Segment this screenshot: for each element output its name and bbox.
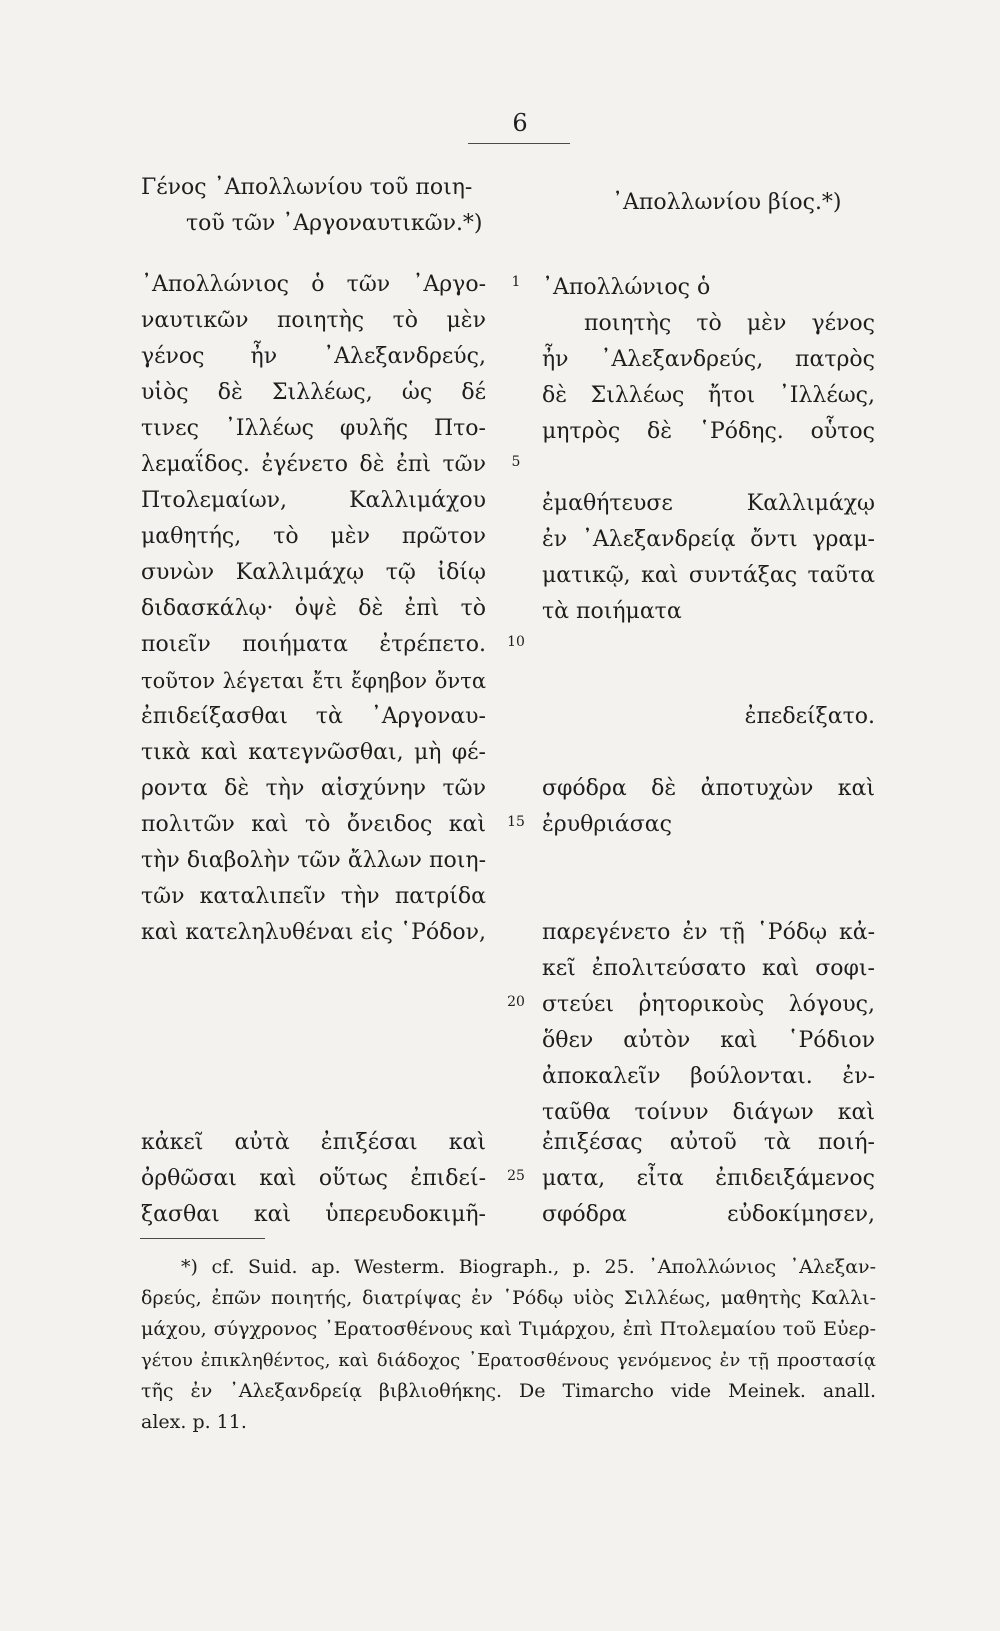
line-number: 10 [507, 634, 525, 650]
header-rule [468, 143, 570, 144]
line-number: 25 [507, 1168, 525, 1184]
right-line: κεῖ ἐπολιτεύσατο καὶ σοφι- [542, 956, 875, 981]
left-line: ξασθαι καὶ ὑπερευδοκιμῆ- [141, 1202, 486, 1227]
left-line: τικὰ καὶ κατεγνῶσθαι, μὴ φέ- [141, 740, 486, 765]
left-line: υἱὸς δὲ Σιλλέως, ὡς δέ [141, 380, 486, 405]
right-line: στεύει ῥητορικοὺς λόγους, [542, 992, 875, 1017]
footnote-line: γέτου ἐπικληθέντος, καὶ διάδοχος ᾿Ερατοσθένους γενόμενος ἐν τῇ προστασίᾳ [141, 1350, 876, 1371]
left-line: ναυτικῶν ποιητὴς τὸ μὲν [141, 308, 486, 333]
left-line: τῶν καταλιπεῖν τὴν πατρίδα [141, 884, 486, 909]
right-line: ἀποκαλεῖν βούλονται. ἐν- [542, 1064, 875, 1089]
footnote-line: alex. p. 11. [141, 1411, 247, 1433]
line-number: 20 [507, 994, 525, 1010]
right-line: ματικῷ, καὶ συντάξας ταῦτα [542, 563, 875, 588]
right-line: ματα, εἶτα ἐπιδειξάμενος [542, 1166, 875, 1191]
footnote [141, 1252, 876, 1438]
right-line: ᾿Απολλώνιος ὁ [542, 275, 711, 300]
line-number: 15 [507, 814, 525, 830]
right-line: ἐν ᾿Αλεξανδρείᾳ ὄντι γραμ- [542, 527, 875, 552]
left-line: μαθητής, τὸ μὲν πρῶτον [141, 524, 486, 549]
footnote-line: τῆς ἐν ᾿Αλεξανδρείᾳ βιβλιοθήκης. De Timarcho vide Meinek. anall. [141, 1380, 876, 1402]
left-line: γένος ἦν ᾿Αλεξανδρεύς, [141, 344, 486, 369]
right-line: τὰ ποιήματα [542, 599, 682, 624]
right-line: σφόδρα δὲ ἀποτυχὼν καὶ [542, 776, 875, 801]
left-line: ᾿Απολλώνιος ὁ τῶν ᾿Αργο- [141, 272, 486, 297]
right-line: ἐπιξέσας αὐτοῦ τὰ ποιή- [542, 1130, 875, 1155]
left-line: ὀρθῶσαι καὶ οὕτως ἐπιδεί- [141, 1166, 486, 1191]
left-line: τὴν διαβολὴν τῶν ἄλλων ποιη- [141, 848, 486, 873]
right-line: ποιητὴς τὸ μὲν γένος [584, 311, 875, 336]
right-line: σφόδρα εὐδοκίμησεν, [542, 1202, 875, 1227]
right-line: ἐρυθριάσας [542, 812, 672, 837]
right-line: ταῦθα τοίνυν διάγων καὶ [542, 1100, 875, 1125]
right-heading: ᾿Απολλωνίου βίος.*) [612, 190, 842, 215]
left-heading-line-1: Γένος ᾿Απολλωνίου τοῦ ποιη- [141, 175, 473, 200]
left-line: ἐπιδείξασθαι τὰ ᾿Αργοναυ- [141, 704, 486, 729]
footnote-line: μάχου, σύγχρονος ᾿Ερατοσθένους καὶ Τιμάρχου, ἐπὶ Πτολεμαίου τοῦ Εὐερ- [141, 1318, 876, 1340]
right-line: ἐπεδείξατο. [744, 704, 875, 729]
right-line: μητρὸς δὲ ῾Ρόδης. οὗτος [542, 419, 875, 444]
left-line: συνὼν Καλλιμάχῳ τῷ ἰδίῳ [141, 560, 486, 585]
footnote-line: *) cf. Suid. ap. Westerm. Biograph., p. 25. ᾿Απολλώνιος ᾿Αλεξαν- [181, 1256, 876, 1278]
line-number: 5 [511, 454, 521, 470]
left-line: ποιεῖν ποιήματα ἐτρέπετο. [141, 632, 486, 657]
right-line: ἦν ᾿Αλεξανδρεύς, πατρὸς [542, 347, 875, 372]
left-line: ροντα δὲ τὴν αἰσχύνην τῶν [141, 776, 486, 801]
footnote-line: δρεύς, ἐπῶν ποιητής, διατρίψας ἐν ῾Ρόδῳ υἱὸς Σιλλέως, μαθητὴς Καλλι- [141, 1287, 876, 1309]
footnote-rule [140, 1238, 265, 1239]
right-line: δὲ Σιλλέως ἤτοι ᾿Ιλλέως, [542, 383, 875, 408]
right-line: παρεγένετο ἐν τῇ ῾Ρόδῳ κἀ- [542, 920, 875, 945]
left-line: Πτολεμαίων, Καλλιμάχου [141, 488, 486, 513]
left-line: πολιτῶν καὶ τὸ ὄνειδος καὶ [141, 812, 486, 837]
left-line: τοῦτον λέγεται ἔτι ἔφηβον ὄντα [141, 669, 486, 693]
page-number: 6 [512, 109, 528, 137]
left-line: διδασκάλῳ· ὀψὲ δὲ ἐπὶ τὸ [141, 596, 486, 621]
left-line: κἀκεῖ αὐτὰ ἐπιξέσαι καὶ [141, 1130, 486, 1155]
left-line: λεμαΐδος. ἐγένετο δὲ ἐπὶ τῶν [141, 452, 486, 477]
left-heading-line-2: τοῦ τῶν ᾿Αργοναυτικῶν.*) [186, 211, 483, 236]
right-line: ἐμαθήτευσε Καλλιμάχῳ [542, 491, 875, 516]
line-number: 1 [511, 274, 521, 290]
left-line: καὶ κατεληλυθέναι εἰς ῾Ρόδον, [141, 920, 486, 945]
left-line: τινες ᾿Ιλλέως φυλῆς Πτο- [141, 416, 486, 441]
right-line: ὅθεν αὐτὸν καὶ ῾Ρόδιον [542, 1028, 875, 1053]
